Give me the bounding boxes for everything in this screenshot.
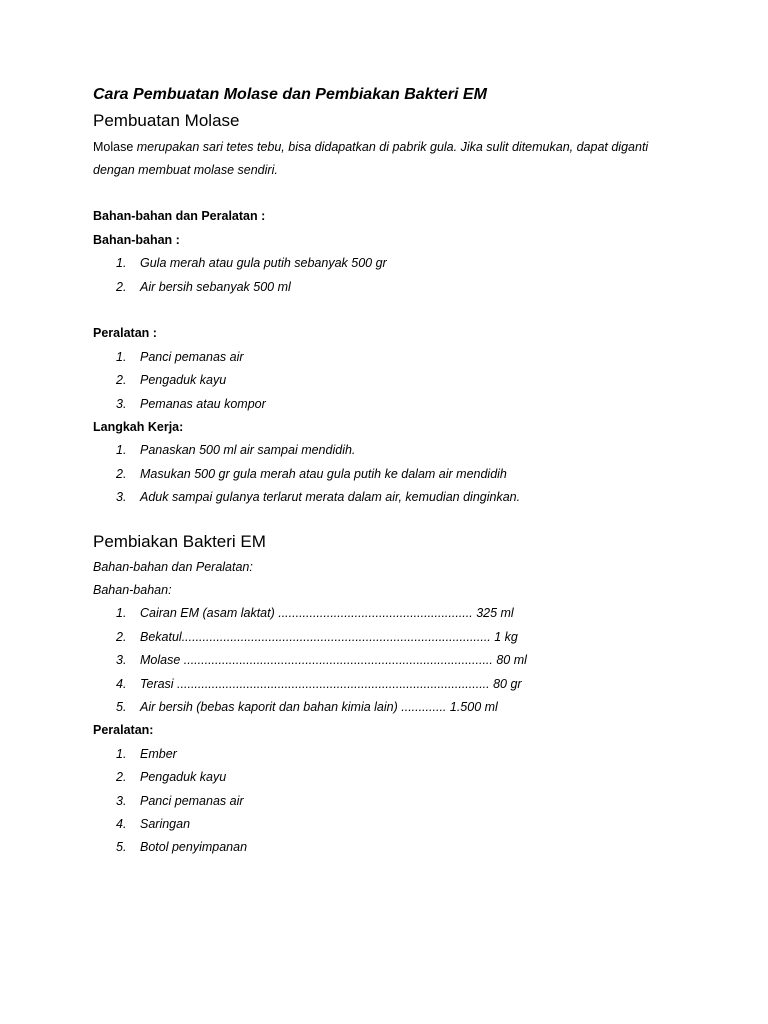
materials-heading: Bahan-bahan:	[93, 583, 172, 597]
list-item: Pemanas atau kompor	[140, 397, 266, 411]
section-heading-pembuatan-molase: Pembuatan Molase	[93, 111, 240, 130]
list-item-number: 5.	[116, 840, 127, 854]
tools-heading: Peralatan:	[93, 723, 154, 737]
intro-paragraph-line1	[93, 140, 648, 154]
list-item: Aduk sampai gulanya terlarut merata dalam air, kemudian dinginkan.	[140, 490, 521, 504]
list-item: Gula merah atau gula putih sebanyak 500 gr	[140, 256, 387, 270]
document-title: Cara Pembuatan Molase dan Pembiakan Bakteri EM	[93, 86, 487, 103]
list-item-number: 3.	[116, 397, 127, 411]
intro-word: Molase	[93, 140, 134, 154]
list-item: Botol penyimpanan	[140, 840, 248, 854]
list-item-number: 4.	[116, 677, 127, 691]
list-item: Air bersih (bebas kaporit dan bahan kimia lain) ............. 1.500 ml	[140, 700, 498, 714]
list-item: Pengaduk kayu	[140, 770, 227, 784]
list-item-number: 3.	[116, 653, 127, 667]
list-item: Saringan	[140, 817, 191, 831]
section-heading-pembiakan-bakteri: Pembiakan Bakteri EM	[93, 532, 266, 551]
steps-heading: Langkah Kerja:	[93, 420, 184, 434]
list-item-number: 2.	[116, 280, 127, 294]
list-item-number: 2.	[116, 630, 127, 644]
list-item: Pengaduk kayu	[140, 373, 227, 387]
list-item-number: 5.	[116, 700, 127, 714]
list-item-number: 3.	[116, 794, 127, 808]
list-item: Panci pemanas air	[140, 794, 244, 808]
list-item-number: 1.	[116, 443, 127, 457]
list-item-number: 1.	[116, 256, 127, 270]
intro-paragraph-line2: dengan membuat molase sendiri.	[93, 163, 278, 177]
list-item-number: 3.	[116, 490, 127, 504]
list-item: Air bersih sebanyak 500 ml	[140, 280, 291, 294]
list-item: Ember	[140, 747, 177, 761]
list-item-number: 4.	[116, 817, 127, 831]
materials-heading: Bahan-bahan :	[93, 233, 180, 247]
list-item: Masukan 500 gr gula merah atau gula putih ke dalam air mendidih	[140, 467, 507, 481]
list-item-number: 1.	[116, 747, 127, 761]
tools-heading: Peralatan :	[93, 326, 157, 340]
list-item: Molase ......................................................................................... 80 ml	[140, 653, 527, 667]
list-item-number: 2.	[116, 467, 127, 481]
list-item-number: 1.	[116, 350, 127, 364]
list-item: Panaskan 500 ml air sampai mendidih.	[140, 443, 356, 457]
materials-tools-heading: Bahan-bahan dan Peralatan :	[93, 209, 266, 223]
list-item-number: 2.	[116, 770, 127, 784]
list-item-number: 2.	[116, 373, 127, 387]
list-item: Cairan EM (asam laktat) ........................................................ 325 ml	[140, 606, 514, 620]
materials-tools-heading: Bahan-bahan dan Peralatan:	[93, 560, 253, 574]
intro-rest: merupakan sari tetes tebu, bisa didapatkan di pabrik gula. Jika sulit ditemukan, dapat diganti	[133, 140, 649, 154]
list-item: Bekatul......................................................................................... 1 kg	[140, 630, 518, 644]
list-item: Terasi .......................................................................................... 80 gr	[140, 677, 522, 691]
list-item-number: 1.	[116, 606, 127, 620]
list-item: Panci pemanas air	[140, 350, 244, 364]
